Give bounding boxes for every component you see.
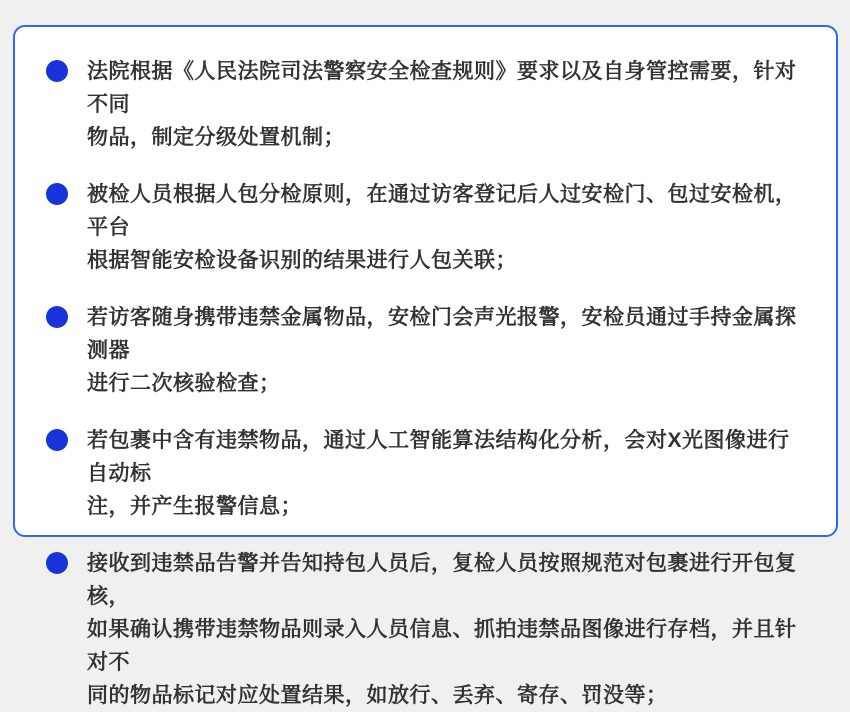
text-line: 法院根据《人民法院司法警察安全检查规则》要求以及自身管控需要，针对不同 <box>87 60 797 116</box>
bullet-item-text <box>87 178 808 277</box>
text-line: 物品，制定分级处置机制； <box>87 126 345 149</box>
bullet-item-text <box>87 55 808 154</box>
bullet-dot-icon <box>46 60 68 82</box>
bullet-dot-icon <box>46 183 68 205</box>
bullet-dot-icon <box>46 306 68 328</box>
text-line: 若访客随身携带违禁金属物品，安检门会声光报警，安检员通过手持金属探测器 <box>87 306 797 362</box>
bullet-dot-icon <box>46 552 68 574</box>
bullet-item-4 <box>33 424 808 523</box>
bullet-item-2 <box>33 178 808 277</box>
text-line: 注，并产生报警信息； <box>87 495 302 518</box>
text-line: 若包裹中含有违禁物品，通过人工智能算法结构化分析，会对X光图像进行自动标 <box>87 429 790 485</box>
text-line: 如果确认携带违禁物品则录入人员信息、抓拍违禁品图像进行存档，并且针对不 <box>87 618 797 674</box>
bullet-item-text <box>87 301 808 400</box>
bullet-item-1 <box>33 55 808 154</box>
text-line: 同的物品标记对应处置结果，如放行、丢弃、寄存、罚没等； <box>87 684 668 707</box>
bullet-item-text <box>87 424 808 523</box>
text-line: 接收到违禁品告警并告知持包人员后，复检人员按照规范对包裹进行开包复核， <box>87 552 797 608</box>
text-line: 根据智能安检设备识别的结果进行人包关联； <box>87 249 517 272</box>
bullet-item-3 <box>33 301 808 400</box>
info-card <box>13 25 838 707</box>
bullet-item-5 <box>33 547 808 712</box>
text-line: 被检人员根据人包分检原则，在通过访客登记后人过安检门、包过安检机，平台 <box>87 183 797 239</box>
text-line: 进行二次核验检查； <box>87 372 281 395</box>
bullet-dot-icon <box>46 429 68 451</box>
bullet-item-text <box>87 547 808 712</box>
